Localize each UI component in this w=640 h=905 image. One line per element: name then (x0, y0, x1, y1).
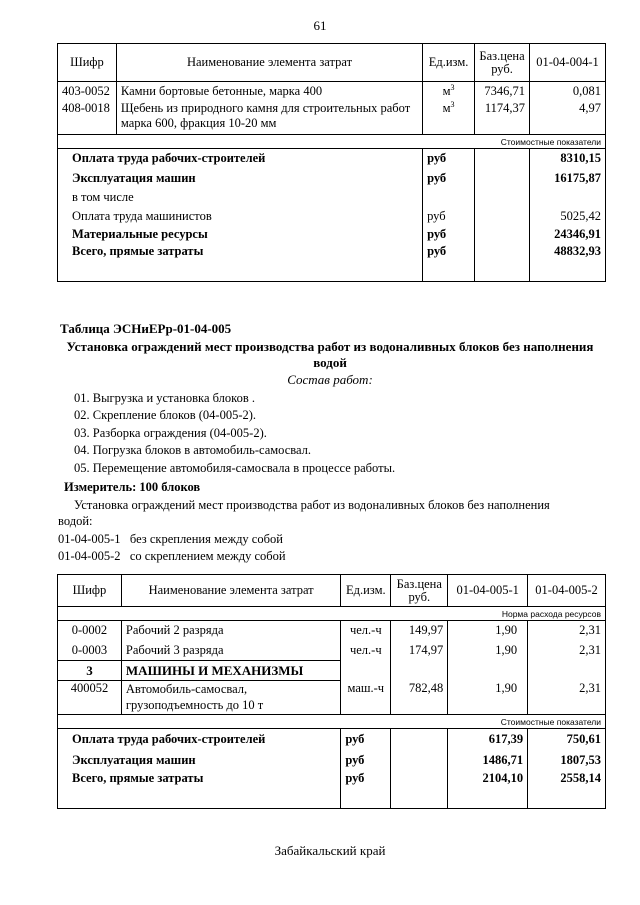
row-code: 0-0003 (58, 641, 122, 661)
summary-label: Эксплуатация машин (58, 169, 423, 188)
summary-value-2: 1807,53 (528, 751, 606, 771)
variant-item: 01-04-005-1 без скрепления между собой (58, 532, 283, 546)
description-line: водой: (58, 514, 93, 528)
summary-unit: руб (341, 771, 391, 809)
cost-indicators-row (58, 135, 606, 149)
row-name: Камни бортовые бетонные, марка 400 (116, 82, 422, 101)
header-name: Наименование элемента затрат (116, 44, 422, 82)
summary-row (58, 188, 606, 207)
norm-label: Норма расхода ресурсов (58, 607, 606, 621)
summary-label: Оплата труда рабочих-строителей (58, 149, 423, 169)
footer-region: Забайкальский край (274, 843, 386, 858)
header-unit: Ед.изм. (423, 44, 475, 82)
table-header (58, 575, 606, 607)
table-row (58, 621, 606, 641)
summary-value: 48832,93 (530, 244, 606, 282)
row-code: 408-0018 (58, 101, 117, 135)
row-code: 0-0002 (58, 621, 122, 641)
summary-row (58, 244, 606, 282)
row-value-1: 1,90 (448, 681, 528, 715)
header-code: Шифр (58, 44, 117, 82)
table-row (58, 641, 606, 661)
summary-value: 16175,87 (530, 169, 606, 188)
summary-value-1: 2104,10 (448, 771, 528, 809)
meter: Измеритель: 100 блоков (64, 480, 201, 494)
summary-row (58, 226, 606, 244)
row-value-2: 2,31 (528, 681, 606, 715)
summary-label: Всего, прямые затраты (58, 771, 341, 809)
composition-heading: Состав работ: (287, 372, 373, 387)
summary-label: Материальные ресурсы (58, 226, 423, 244)
summary-row (58, 169, 606, 188)
row-price: 1174,37 (475, 101, 530, 135)
summary-unit: руб (341, 729, 391, 751)
work-item: 02. Скрепление блоков (04-005-2). (74, 408, 257, 422)
variant-item: 01-04-005-2 со скреплением между собой (58, 549, 286, 563)
section-heading: Установка ограждений мест производства работ из водоналивных блоков без наполнения водой (66, 339, 594, 370)
summary-row (58, 149, 606, 169)
summary-unit: руб (423, 149, 475, 169)
summary-value: 5025,42 (530, 207, 606, 226)
summary-unit: руб (423, 207, 475, 226)
summary-value: 24346,91 (530, 226, 606, 244)
summary-label: Оплата труда машинистов (58, 207, 423, 226)
header-col1: 01-04-005-1 (448, 575, 528, 607)
row-value-2: 2,31 (528, 641, 606, 661)
header-name: Наименование элемента затрат (121, 575, 340, 607)
work-item: 05. Перемещение автомобиля-самосвала в процессе работы. (74, 461, 396, 475)
table-row (58, 82, 606, 101)
header-col1: 01-04-004-1 (530, 44, 606, 82)
cost-table-1 (57, 43, 606, 282)
row-code: 403-0052 (58, 82, 117, 101)
table-title: Таблица ЭСНиЕРр-01-04-005 (60, 321, 232, 336)
summary-value-1: 617,39 (448, 729, 528, 751)
summary-row (58, 207, 606, 226)
page-number: 61 (313, 18, 327, 33)
group-row (58, 661, 606, 681)
row-price: 782,48 (391, 681, 448, 715)
summary-unit: руб (423, 244, 475, 282)
row-value-2: 2,31 (528, 621, 606, 641)
summary-label: Всего, прямые затраты (58, 244, 423, 282)
row-unit: чел.-ч (341, 621, 391, 641)
work-item: 03. Разборка ограждения (04-005-2). (74, 426, 267, 440)
row-code: 400052 (58, 681, 122, 715)
row-name: Рабочий 2 разряда (121, 621, 340, 641)
header-unit: Ед.изм. (341, 575, 391, 607)
cost-indicators-row (58, 715, 606, 729)
summary-label: Оплата труда рабочих-строителей (58, 729, 341, 751)
table-row (58, 681, 606, 715)
summary-label: Эксплуатация машин (58, 751, 341, 771)
group-name: МАШИНЫ И МЕХАНИЗМЫ (121, 661, 340, 681)
table-row (58, 101, 606, 135)
row-value-1: 1,90 (448, 621, 528, 641)
row-price: 7346,71 (475, 82, 530, 101)
work-item: 04. Погрузка блоков в автомобиль-самосвал. (74, 443, 312, 457)
row-value: 0,081 (530, 82, 606, 101)
summary-unit: руб (423, 226, 475, 244)
summary-label: в том числе (58, 188, 423, 207)
header-base-price: Баз.цена руб. (475, 44, 530, 82)
summary-value-2: 2558,14 (528, 771, 606, 809)
summary-value-1: 1486,71 (448, 751, 528, 771)
header-code: Шифр (58, 575, 122, 607)
group-code: 3 (58, 661, 122, 681)
row-unit: $м^3$ (423, 82, 475, 101)
summary-unit: руб (423, 169, 475, 188)
table-header (58, 44, 606, 82)
summary-row (58, 729, 606, 751)
row-price: 149,97 (391, 621, 448, 641)
row-name: Рабочий 3 разряда (121, 641, 340, 661)
cost-indicators-label: Стоимостные показатели (58, 715, 606, 729)
row-name: Щебень из природного камня для строительных работ марка 600, фракция 10-20 мм (116, 101, 422, 135)
row-price: 174,97 (391, 641, 448, 661)
summary-unit: руб (341, 751, 391, 771)
header-base-price: Баз.цена руб. (391, 575, 448, 607)
norm-row (58, 607, 606, 621)
row-value-1: 1,90 (448, 641, 528, 661)
summary-row (58, 751, 606, 771)
row-unit: маш.-ч (341, 681, 391, 715)
summary-value: 8310,15 (530, 149, 606, 169)
cost-table-2 (57, 574, 606, 809)
cost-indicators-label: Стоимостные показатели (58, 135, 606, 149)
row-value: 4,97 (530, 101, 606, 135)
summary-value-2: 750,61 (528, 729, 606, 751)
row-unit: чел.-ч (341, 641, 391, 661)
summary-row (58, 771, 606, 809)
header-col2: 01-04-005-2 (528, 575, 606, 607)
row-unit: $м^3$ (423, 101, 475, 135)
work-item: 01. Выгрузка и установка блоков . (74, 391, 255, 405)
row-name: Автомобиль-самосвал, грузоподъемность до 10 т (121, 681, 340, 715)
description-line: Установка ограждений мест производства работ из водоналивных блоков без наполнения (74, 498, 550, 512)
